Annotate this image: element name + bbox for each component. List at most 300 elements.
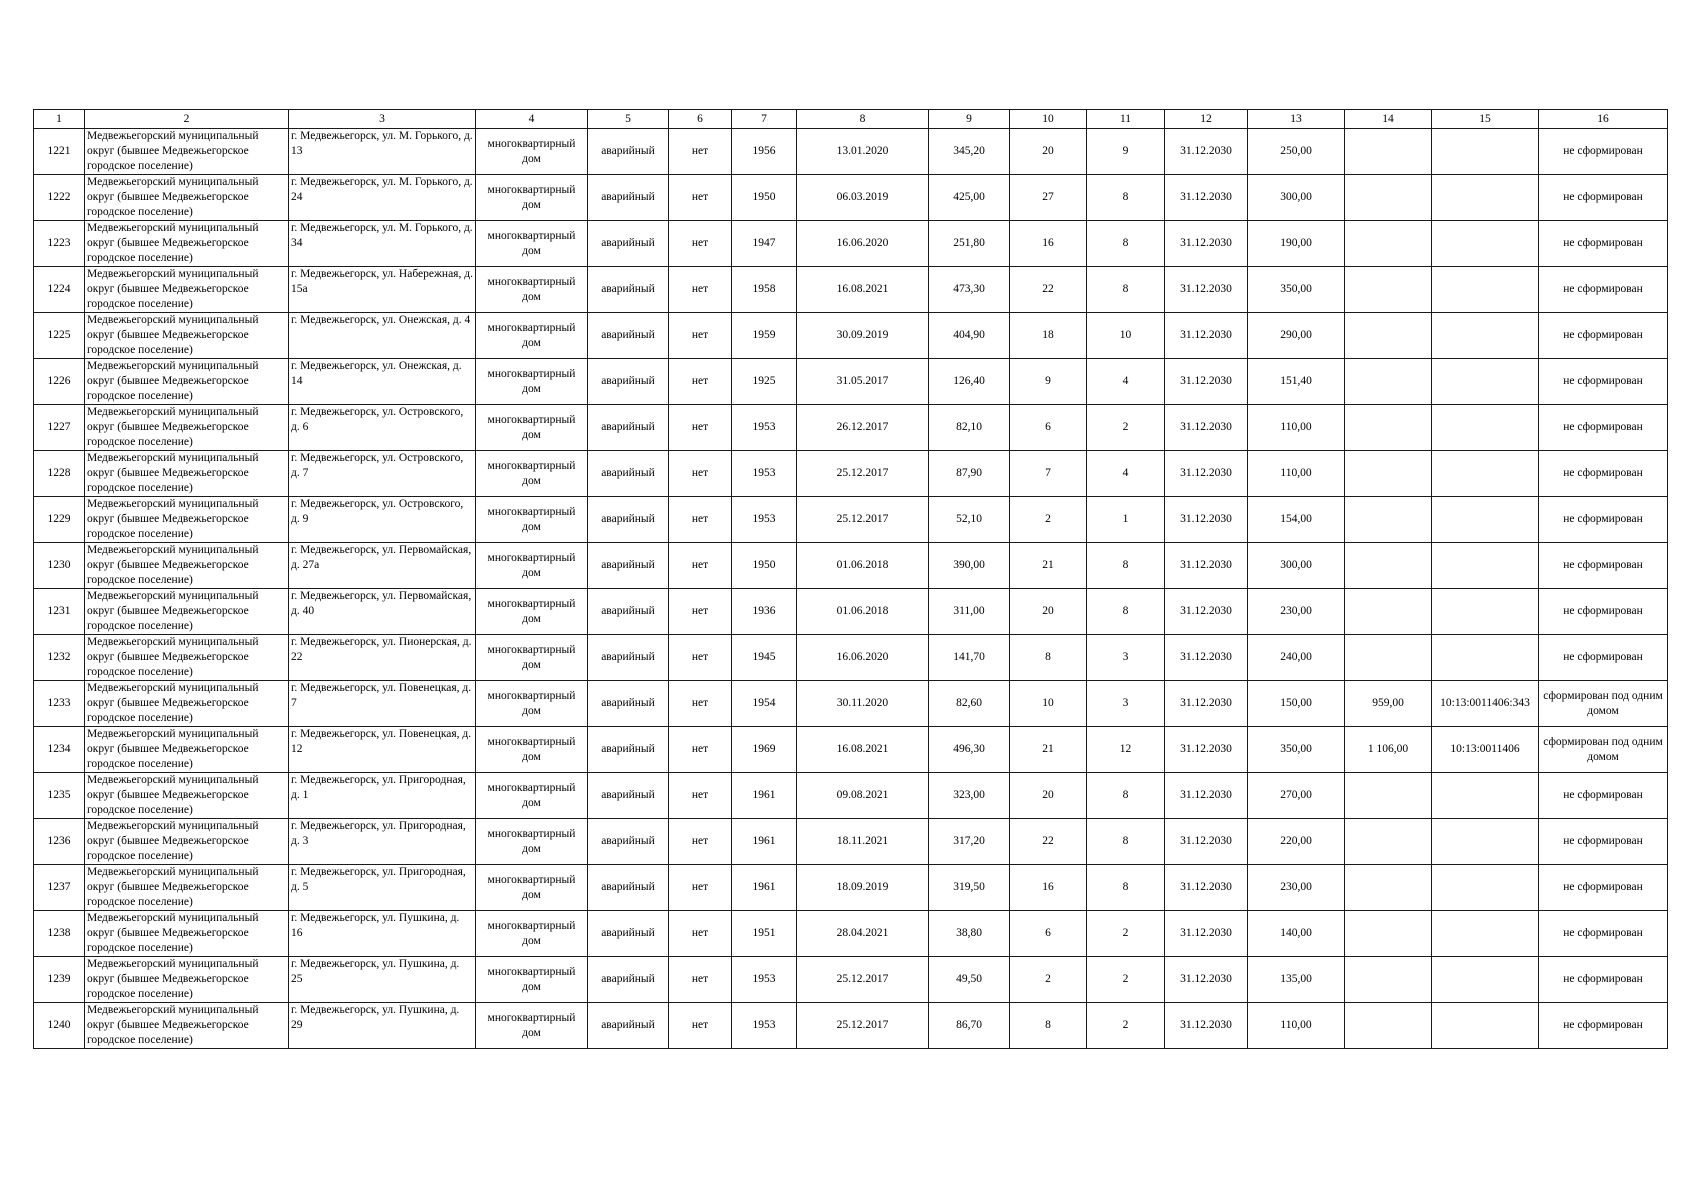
- apartments-cell: 3: [1087, 635, 1165, 681]
- building-type-cell: многоквартирный дом: [476, 543, 588, 589]
- address-cell: [289, 221, 476, 267]
- table-row: [34, 911, 1668, 957]
- municipality-cell-text: Медвежьегорский муниципальный округ (бывшее Медвежьегорское городское поселение): [87, 176, 259, 218]
- building-type-cell: многоквартирный дом: [476, 589, 588, 635]
- address-cell-text: г. Медвежьегорск, ул. Повенецкая, д. 7: [291, 682, 472, 709]
- residents-cell: 6: [1010, 911, 1087, 957]
- recognition-date-cell: 18.09.2019: [797, 865, 929, 911]
- address-cell-text: г. Медвежьегорск, ул. Пригородная, д. 5: [291, 866, 466, 893]
- cost-cell: 154,00: [1248, 497, 1345, 543]
- address-cell-text: г. Медвежьегорск, ул. Островского, д. 7: [291, 452, 464, 479]
- land-area-cell: [1345, 957, 1432, 1003]
- address-cell-text: г. Медвежьегорск, ул. Первомайская, д. 27а: [291, 544, 472, 571]
- column-number-cell: 8: [797, 110, 929, 129]
- address-cell: [289, 129, 476, 175]
- deadline-cell: 31.12.2030: [1165, 1003, 1248, 1049]
- deadline-cell: 31.12.2030: [1165, 175, 1248, 221]
- cadastral-number-cell: [1432, 129, 1539, 175]
- row-number-cell: 1237: [34, 865, 85, 911]
- address-cell-text: г. Медвежьегорск, ул. Пушкина, д. 29: [291, 1004, 460, 1031]
- building-type-cell: многоквартирный дом: [476, 773, 588, 819]
- table-row: [34, 129, 1668, 175]
- residents-cell: 7: [1010, 451, 1087, 497]
- address-cell: [289, 405, 476, 451]
- address-cell: [289, 175, 476, 221]
- land-area-cell: 959,00: [1345, 681, 1432, 727]
- address-cell: [289, 681, 476, 727]
- area-cell: 86,70: [929, 1003, 1010, 1049]
- row-number-cell: 1225: [34, 313, 85, 359]
- flag-cell: нет: [669, 267, 732, 313]
- build-year-cell: 1947: [732, 221, 797, 267]
- land-status-cell: не сформирован: [1539, 589, 1668, 635]
- area-cell: 82,10: [929, 405, 1010, 451]
- land-status-cell: не сформирован: [1539, 773, 1668, 819]
- cost-cell: 250,00: [1248, 129, 1345, 175]
- flag-cell: нет: [669, 497, 732, 543]
- address-cell: [289, 451, 476, 497]
- land-status-cell: не сформирован: [1539, 543, 1668, 589]
- municipality-cell: [85, 313, 289, 359]
- recognition-date-cell: 26.12.2017: [797, 405, 929, 451]
- row-number-cell: 1238: [34, 911, 85, 957]
- build-year-cell: 1945: [732, 635, 797, 681]
- build-year-cell: 1953: [732, 451, 797, 497]
- flag-cell: нет: [669, 543, 732, 589]
- flag-cell: нет: [669, 451, 732, 497]
- land-status-cell: не сформирован: [1539, 911, 1668, 957]
- build-year-cell: 1958: [732, 267, 797, 313]
- address-cell: [289, 865, 476, 911]
- recognition-date-cell: 16.06.2020: [797, 635, 929, 681]
- table-row: [34, 727, 1668, 773]
- recognition-date-cell: 30.11.2020: [797, 681, 929, 727]
- recognition-date-cell: 01.06.2018: [797, 543, 929, 589]
- address-cell-text: г. Медвежьегорск, ул. Пушкина, д. 25: [291, 958, 460, 985]
- row-number-cell: 1239: [34, 957, 85, 1003]
- deadline-cell: 31.12.2030: [1165, 635, 1248, 681]
- table-row: [34, 175, 1668, 221]
- land-status-cell: не сформирован: [1539, 359, 1668, 405]
- table-row: [34, 865, 1668, 911]
- municipality-cell-text: Медвежьегорский муниципальный округ (бывшее Медвежьегорское городское поселение): [87, 682, 259, 724]
- land-area-cell: [1345, 543, 1432, 589]
- condition-status-cell: аварийный: [588, 819, 669, 865]
- condition-status-cell: аварийный: [588, 221, 669, 267]
- municipality-cell-text: Медвежьегорский муниципальный округ (бывшее Медвежьегорское городское поселение): [87, 130, 259, 172]
- address-cell: [289, 911, 476, 957]
- municipality-cell: [85, 451, 289, 497]
- residents-cell: 16: [1010, 221, 1087, 267]
- municipality-cell: [85, 773, 289, 819]
- municipality-cell: [85, 819, 289, 865]
- apartments-cell: 8: [1087, 267, 1165, 313]
- cadastral-number-cell: [1432, 865, 1539, 911]
- build-year-cell: 1925: [732, 359, 797, 405]
- column-number-cell: 15: [1432, 110, 1539, 129]
- area-cell: 82,60: [929, 681, 1010, 727]
- residents-cell: 10: [1010, 681, 1087, 727]
- cadastral-number-cell: [1432, 451, 1539, 497]
- land-status-cell: не сформирован: [1539, 865, 1668, 911]
- building-type-cell: многоквартирный дом: [476, 635, 588, 681]
- land-area-cell: [1345, 405, 1432, 451]
- address-cell-text: г. Медвежьегорск, ул. Островского, д. 9: [291, 498, 464, 525]
- residents-cell: 20: [1010, 129, 1087, 175]
- land-area-cell: [1345, 267, 1432, 313]
- building-type-cell: многоквартирный дом: [476, 497, 588, 543]
- row-number-cell: 1223: [34, 221, 85, 267]
- area-cell: 52,10: [929, 497, 1010, 543]
- municipality-cell-text: Медвежьегорский муниципальный округ (бывшее Медвежьегорское городское поселение): [87, 452, 259, 494]
- land-area-cell: [1345, 175, 1432, 221]
- residents-cell: 2: [1010, 957, 1087, 1003]
- column-number-cell: 11: [1087, 110, 1165, 129]
- municipality-cell: [85, 267, 289, 313]
- cadastral-number-cell: [1432, 405, 1539, 451]
- residents-cell: 9: [1010, 359, 1087, 405]
- residents-cell: 21: [1010, 543, 1087, 589]
- building-type-cell: многоквартирный дом: [476, 175, 588, 221]
- address-cell-text: г. Медвежьегорск, ул. М. Горького, д. 13: [291, 130, 473, 157]
- deadline-cell: 31.12.2030: [1165, 589, 1248, 635]
- address-cell: [289, 957, 476, 1003]
- housing-registry-table: [33, 109, 1668, 1049]
- flag-cell: нет: [669, 313, 732, 359]
- address-cell-text: г. Медвежьегорск, ул. Пригородная, д. 1: [291, 774, 466, 801]
- row-number-cell: 1228: [34, 451, 85, 497]
- condition-status-cell: аварийный: [588, 359, 669, 405]
- land-area-cell: [1345, 635, 1432, 681]
- address-cell-text: г. Медвежьегорск, ул. М. Горького, д. 34: [291, 222, 473, 249]
- deadline-cell: 31.12.2030: [1165, 911, 1248, 957]
- recognition-date-cell: 16.08.2021: [797, 267, 929, 313]
- land-area-cell: 1 106,00: [1345, 727, 1432, 773]
- apartments-cell: 8: [1087, 589, 1165, 635]
- condition-status-cell: аварийный: [588, 865, 669, 911]
- address-cell-text: г. Медвежьегорск, ул. Первомайская, д. 40: [291, 590, 472, 617]
- residents-cell: 18: [1010, 313, 1087, 359]
- condition-status-cell: аварийный: [588, 727, 669, 773]
- condition-status-cell: аварийный: [588, 681, 669, 727]
- municipality-cell-text: Медвежьегорский муниципальный округ (бывшее Медвежьегорское городское поселение): [87, 912, 259, 954]
- condition-status-cell: аварийный: [588, 773, 669, 819]
- municipality-cell-text: Медвежьегорский муниципальный округ (бывшее Медвежьегорское городское поселение): [87, 590, 259, 632]
- cadastral-number-cell: [1432, 175, 1539, 221]
- table-row: [34, 589, 1668, 635]
- row-number-cell: 1234: [34, 727, 85, 773]
- condition-status-cell: аварийный: [588, 589, 669, 635]
- land-area-cell: [1345, 497, 1432, 543]
- area-cell: 311,00: [929, 589, 1010, 635]
- recognition-date-cell: 01.06.2018: [797, 589, 929, 635]
- table-row: [34, 543, 1668, 589]
- flag-cell: нет: [669, 175, 732, 221]
- address-cell-text: г. Медвежьегорск, ул. М. Горького, д. 24: [291, 176, 473, 203]
- land-status-cell: не сформирован: [1539, 129, 1668, 175]
- recognition-date-cell: 31.05.2017: [797, 359, 929, 405]
- area-cell: 317,20: [929, 819, 1010, 865]
- deadline-cell: 31.12.2030: [1165, 129, 1248, 175]
- cost-cell: 350,00: [1248, 727, 1345, 773]
- row-number-cell: 1240: [34, 1003, 85, 1049]
- condition-status-cell: аварийный: [588, 957, 669, 1003]
- table-row: [34, 359, 1668, 405]
- residents-cell: 22: [1010, 819, 1087, 865]
- condition-status-cell: аварийный: [588, 129, 669, 175]
- municipality-cell-text: Медвежьегорский муниципальный округ (бывшее Медвежьегорское городское поселение): [87, 360, 259, 402]
- residents-cell: 16: [1010, 865, 1087, 911]
- municipality-cell-text: Медвежьегорский муниципальный округ (бывшее Медвежьегорское городское поселение): [87, 866, 259, 908]
- flag-cell: нет: [669, 681, 732, 727]
- land-status-cell: не сформирован: [1539, 957, 1668, 1003]
- apartments-cell: 3: [1087, 681, 1165, 727]
- flag-cell: нет: [669, 405, 732, 451]
- land-status-cell: не сформирован: [1539, 819, 1668, 865]
- cost-cell: 110,00: [1248, 405, 1345, 451]
- land-status-cell: не сформирован: [1539, 313, 1668, 359]
- build-year-cell: 1951: [732, 911, 797, 957]
- column-number-cell: 4: [476, 110, 588, 129]
- area-cell: 49,50: [929, 957, 1010, 1003]
- building-type-cell: многоквартирный дом: [476, 681, 588, 727]
- build-year-cell: 1961: [732, 773, 797, 819]
- residents-cell: 22: [1010, 267, 1087, 313]
- municipality-cell: [85, 405, 289, 451]
- land-area-cell: [1345, 911, 1432, 957]
- municipality-cell-text: Медвежьегорский муниципальный округ (бывшее Медвежьегорское городское поселение): [87, 406, 259, 448]
- recognition-date-cell: 25.12.2017: [797, 957, 929, 1003]
- build-year-cell: 1961: [732, 865, 797, 911]
- address-cell: [289, 635, 476, 681]
- apartments-cell: 12: [1087, 727, 1165, 773]
- document-page: [33, 109, 1665, 1049]
- recognition-date-cell: 13.01.2020: [797, 129, 929, 175]
- flag-cell: нет: [669, 957, 732, 1003]
- row-number-cell: 1232: [34, 635, 85, 681]
- address-cell: [289, 819, 476, 865]
- column-number-cell: 16: [1539, 110, 1668, 129]
- land-status-cell: не сформирован: [1539, 635, 1668, 681]
- cadastral-number-cell: [1432, 635, 1539, 681]
- building-type-cell: многоквартирный дом: [476, 221, 588, 267]
- column-number-cell: 5: [588, 110, 669, 129]
- municipality-cell: [85, 359, 289, 405]
- municipality-cell: [85, 865, 289, 911]
- municipality-cell: [85, 221, 289, 267]
- area-cell: 390,00: [929, 543, 1010, 589]
- address-cell-text: г. Медвежьегорск, ул. Онежская, д. 14: [291, 360, 462, 387]
- table-row: [34, 819, 1668, 865]
- land-area-cell: [1345, 313, 1432, 359]
- build-year-cell: 1950: [732, 543, 797, 589]
- row-number-cell: 1230: [34, 543, 85, 589]
- table-row: [34, 451, 1668, 497]
- row-number-cell: 1222: [34, 175, 85, 221]
- building-type-cell: многоквартирный дом: [476, 405, 588, 451]
- recognition-date-cell: 25.12.2017: [797, 1003, 929, 1049]
- column-number-row: [34, 110, 1668, 129]
- land-area-cell: [1345, 129, 1432, 175]
- address-cell-text: г. Медвежьегорск, ул. Повенецкая, д. 12: [291, 728, 472, 755]
- land-status-cell: не сформирован: [1539, 175, 1668, 221]
- column-number-cell: 12: [1165, 110, 1248, 129]
- municipality-cell: [85, 543, 289, 589]
- municipality-cell-text: Медвежьегорский муниципальный округ (бывшее Медвежьегорское городское поселение): [87, 544, 259, 586]
- apartments-cell: 10: [1087, 313, 1165, 359]
- municipality-cell-text: Медвежьегорский муниципальный округ (бывшее Медвежьегорское городское поселение): [87, 498, 259, 540]
- deadline-cell: 31.12.2030: [1165, 359, 1248, 405]
- apartments-cell: 8: [1087, 175, 1165, 221]
- municipality-cell-text: Медвежьегорский муниципальный округ (бывшее Медвежьегорское городское поселение): [87, 728, 259, 770]
- residents-cell: 20: [1010, 589, 1087, 635]
- cost-cell: 230,00: [1248, 589, 1345, 635]
- land-area-cell: [1345, 589, 1432, 635]
- municipality-cell: [85, 957, 289, 1003]
- residents-cell: 21: [1010, 727, 1087, 773]
- land-status-cell: не сформирован: [1539, 267, 1668, 313]
- residents-cell: 6: [1010, 405, 1087, 451]
- cost-cell: 270,00: [1248, 773, 1345, 819]
- row-number-cell: 1226: [34, 359, 85, 405]
- recognition-date-cell: 25.12.2017: [797, 497, 929, 543]
- address-cell-text: г. Медвежьегорск, ул. Пушкина, д. 16: [291, 912, 460, 939]
- condition-status-cell: аварийный: [588, 267, 669, 313]
- cost-cell: 110,00: [1248, 1003, 1345, 1049]
- flag-cell: нет: [669, 129, 732, 175]
- cadastral-number-cell: [1432, 313, 1539, 359]
- municipality-cell: [85, 681, 289, 727]
- building-type-cell: многоквартирный дом: [476, 129, 588, 175]
- municipality-cell: [85, 497, 289, 543]
- build-year-cell: 1954: [732, 681, 797, 727]
- cadastral-number-cell: [1432, 589, 1539, 635]
- deadline-cell: 31.12.2030: [1165, 497, 1248, 543]
- area-cell: 141,70: [929, 635, 1010, 681]
- row-number-cell: 1229: [34, 497, 85, 543]
- municipality-cell: [85, 129, 289, 175]
- address-cell: [289, 497, 476, 543]
- recognition-date-cell: 30.09.2019: [797, 313, 929, 359]
- row-number-cell: 1235: [34, 773, 85, 819]
- condition-status-cell: аварийный: [588, 543, 669, 589]
- address-cell: [289, 267, 476, 313]
- deadline-cell: 31.12.2030: [1165, 451, 1248, 497]
- apartments-cell: 4: [1087, 359, 1165, 405]
- land-status-cell: сформирован под одним домом: [1539, 727, 1668, 773]
- apartments-cell: 2: [1087, 1003, 1165, 1049]
- flag-cell: нет: [669, 635, 732, 681]
- deadline-cell: 31.12.2030: [1165, 865, 1248, 911]
- recognition-date-cell: 06.03.2019: [797, 175, 929, 221]
- municipality-cell-text: Медвежьегорский муниципальный округ (бывшее Медвежьегорское городское поселение): [87, 314, 259, 356]
- building-type-cell: многоквартирный дом: [476, 451, 588, 497]
- municipality-cell-text: Медвежьегорский муниципальный округ (бывшее Медвежьегорское городское поселение): [87, 774, 259, 816]
- building-type-cell: многоквартирный дом: [476, 727, 588, 773]
- land-area-cell: [1345, 359, 1432, 405]
- residents-cell: 8: [1010, 635, 1087, 681]
- condition-status-cell: аварийный: [588, 497, 669, 543]
- area-cell: 496,30: [929, 727, 1010, 773]
- apartments-cell: 2: [1087, 405, 1165, 451]
- cadastral-number-cell: [1432, 267, 1539, 313]
- table-row: [34, 681, 1668, 727]
- build-year-cell: 1969: [732, 727, 797, 773]
- building-type-cell: многоквартирный дом: [476, 267, 588, 313]
- flag-cell: нет: [669, 865, 732, 911]
- apartments-cell: 8: [1087, 865, 1165, 911]
- column-number-cell: 10: [1010, 110, 1087, 129]
- cadastral-number-cell: [1432, 1003, 1539, 1049]
- building-type-cell: многоквартирный дом: [476, 911, 588, 957]
- condition-status-cell: аварийный: [588, 313, 669, 359]
- build-year-cell: 1953: [732, 405, 797, 451]
- table-row: [34, 635, 1668, 681]
- land-status-cell: не сформирован: [1539, 497, 1668, 543]
- table-row: [34, 267, 1668, 313]
- column-number-cell: 3: [289, 110, 476, 129]
- row-number-cell: 1236: [34, 819, 85, 865]
- deadline-cell: 31.12.2030: [1165, 773, 1248, 819]
- municipality-cell: [85, 727, 289, 773]
- deadline-cell: 31.12.2030: [1165, 221, 1248, 267]
- cost-cell: 350,00: [1248, 267, 1345, 313]
- area-cell: 473,30: [929, 267, 1010, 313]
- build-year-cell: 1961: [732, 819, 797, 865]
- cost-cell: 290,00: [1248, 313, 1345, 359]
- address-cell-text: г. Медвежьегорск, ул. Онежская, д. 4: [291, 314, 471, 326]
- deadline-cell: 31.12.2030: [1165, 405, 1248, 451]
- building-type-cell: многоквартирный дом: [476, 865, 588, 911]
- cost-cell: 230,00: [1248, 865, 1345, 911]
- condition-status-cell: аварийный: [588, 911, 669, 957]
- area-cell: 345,20: [929, 129, 1010, 175]
- flag-cell: нет: [669, 911, 732, 957]
- building-type-cell: многоквартирный дом: [476, 819, 588, 865]
- table-row: [34, 957, 1668, 1003]
- address-cell-text: г. Медвежьегорск, ул. Пионерская, д. 22: [291, 636, 472, 663]
- address-cell-text: г. Медвежьегорск, ул. Островского, д. 6: [291, 406, 464, 433]
- column-number-cell: 6: [669, 110, 732, 129]
- cost-cell: 300,00: [1248, 175, 1345, 221]
- build-year-cell: 1950: [732, 175, 797, 221]
- cadastral-number-cell: [1432, 359, 1539, 405]
- condition-status-cell: аварийный: [588, 635, 669, 681]
- table-row: [34, 773, 1668, 819]
- build-year-cell: 1936: [732, 589, 797, 635]
- row-number-cell: 1231: [34, 589, 85, 635]
- residents-cell: 27: [1010, 175, 1087, 221]
- municipality-cell: [85, 589, 289, 635]
- deadline-cell: 31.12.2030: [1165, 681, 1248, 727]
- land-status-cell: не сформирован: [1539, 405, 1668, 451]
- cost-cell: 150,00: [1248, 681, 1345, 727]
- cost-cell: 110,00: [1248, 451, 1345, 497]
- municipality-cell-text: Медвежьегорский муниципальный округ (бывшее Медвежьегорское городское поселение): [87, 1004, 259, 1046]
- build-year-cell: 1953: [732, 497, 797, 543]
- build-year-cell: 1959: [732, 313, 797, 359]
- apartments-cell: 2: [1087, 957, 1165, 1003]
- land-area-cell: [1345, 773, 1432, 819]
- column-number-cell: 7: [732, 110, 797, 129]
- cadastral-number-cell: [1432, 221, 1539, 267]
- municipality-cell-text: Медвежьегорский муниципальный округ (бывшее Медвежьегорское городское поселение): [87, 958, 259, 1000]
- land-area-cell: [1345, 221, 1432, 267]
- row-number-cell: 1224: [34, 267, 85, 313]
- condition-status-cell: аварийный: [588, 1003, 669, 1049]
- address-cell: [289, 727, 476, 773]
- apartments-cell: 9: [1087, 129, 1165, 175]
